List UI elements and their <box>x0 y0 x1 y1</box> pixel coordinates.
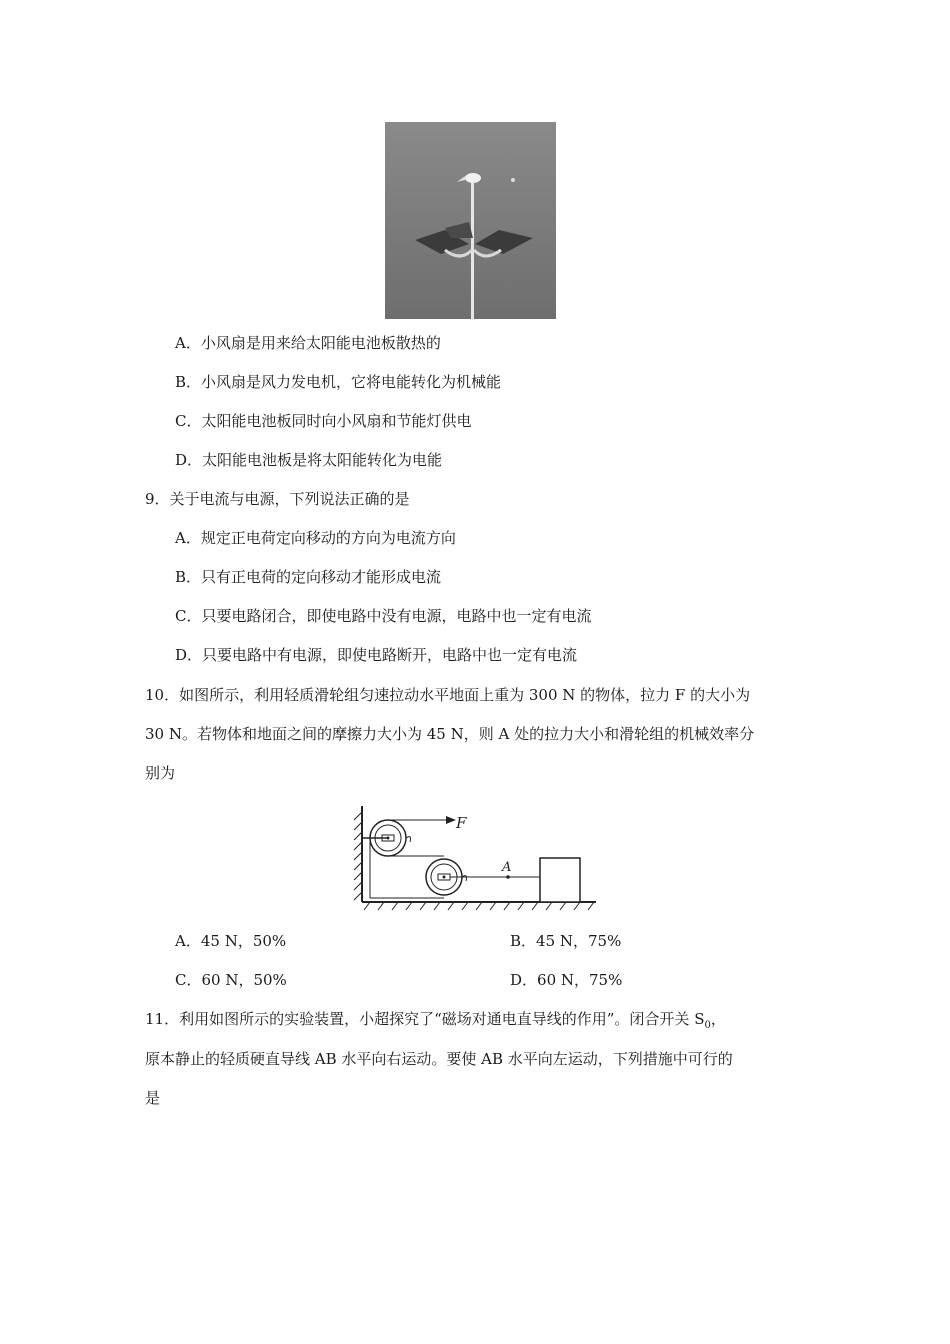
q9-stem: 9．关于电流与电源，下列说法正确的是 <box>145 490 410 508</box>
pulley-diagram <box>350 802 600 914</box>
q8-option-c: C．太阳能电池板同时向小风扇和节能灯供电 <box>175 412 472 430</box>
solar-fan-photo <box>385 122 556 319</box>
q10-option-d: D．60 N，75% <box>510 971 623 989</box>
q11-stem-line-2: 原本静止的轻质硬直导线 AB 水平向右运动。要使 AB 水平向左运动，下列措施中可行的 <box>145 1050 733 1068</box>
q8-option-a: A．小风扇是用来给太阳能电池板散热的 <box>175 334 441 352</box>
q8-option-d: D．太阳能电池板是将太阳能转化为电能 <box>175 451 443 469</box>
q10-stem-line-3: 别为 <box>145 764 176 782</box>
q10-option-b: B．45 N，75% <box>510 932 622 950</box>
q9-option-d: D．只要电路中有电源，即使电路断开，电路中也一定有电流 <box>175 646 578 664</box>
q9-option-b: B．只有正电荷的定向移动才能形成电流 <box>175 568 442 586</box>
q11-stem-line-1: 11．利用如图所示的实验装置，小超探究了“磁场对通电直导线的作用”。闭合开关 $S_0$， <box>145 1010 726 1031</box>
q10-stem-line-2: 30 N。若物体和地面之间的摩擦力大小为 45 N，则 A 处的拉力大小和滑轮组的机械效率分 <box>145 725 755 743</box>
q9-option-a: A．规定正电荷定向移动的方向为电流方向 <box>175 529 456 547</box>
force-label: F <box>456 814 467 832</box>
point-a-label: A <box>502 860 512 875</box>
q11-stem-line-3: 是 <box>145 1089 161 1107</box>
q9-option-c: C．只要电路闭合，即使电路中没有电源，电路中也一定有电流 <box>175 607 592 625</box>
q10-option-a: A．45 N，50% <box>175 932 287 950</box>
q8-option-b: B．小风扇是风力发电机，它将电能转化为机械能 <box>175 373 502 391</box>
q10-stem-line-1: 10．如图所示，利用轻质滑轮组匀速拉动水平地面上重为 300 N 的物体，拉力 F 的大小为 <box>145 686 751 704</box>
q10-option-c: C．60 N，50% <box>175 971 287 989</box>
